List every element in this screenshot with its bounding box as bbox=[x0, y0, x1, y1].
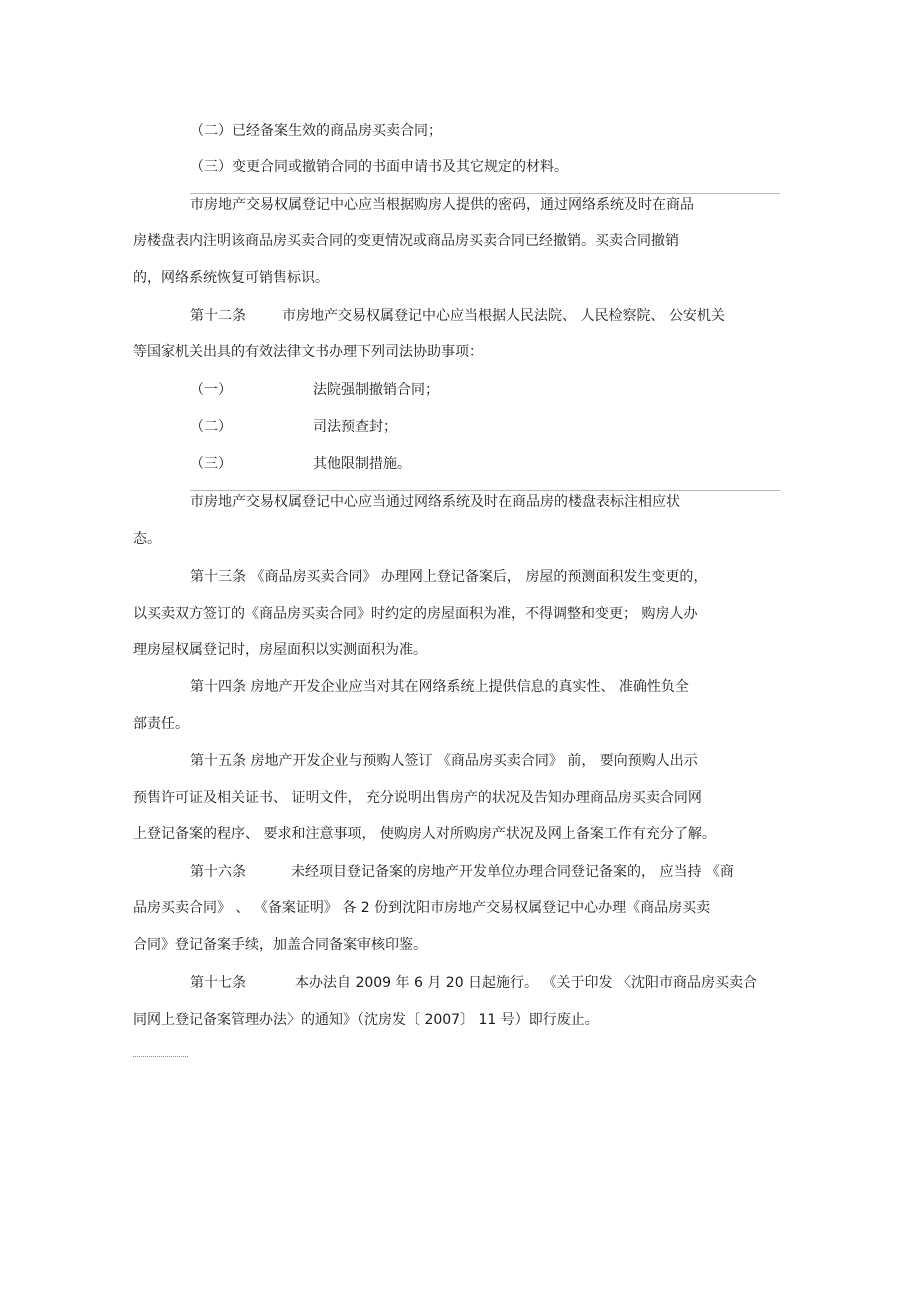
text-line: （三）变更合同或撤销合同的书面申请书及其它规定的材料。 bbox=[190, 159, 568, 175]
list-item: 其他限制措施。 bbox=[313, 456, 411, 472]
text-line: 同网上登记备案管理办法〉的通知》（沈房发〔 2007〕 11 号）即行废止。 bbox=[133, 1012, 599, 1028]
text-line: 上登记备案的程序、 要求和注意事项， 使购房人对所购房产状况及网上备案工作有充分了解。 bbox=[133, 826, 716, 842]
list-marker: （二） bbox=[190, 419, 232, 435]
list-item: 法院强制撤销合同； bbox=[313, 382, 439, 398]
divider-line bbox=[190, 490, 780, 491]
text-line: 未经项目登记备案的房地产开发单位办理合同登记备案的， 应当持 《商 bbox=[291, 864, 734, 880]
list-marker: （一） bbox=[190, 382, 232, 398]
text-line: 理房屋权属登记时，房屋面积以实测面积为准。 bbox=[133, 642, 427, 658]
text-line: 态。 bbox=[133, 531, 161, 547]
list-marker: （三） bbox=[190, 456, 232, 472]
text-line: 预售许可证及相关证书、 证明文件， 充分说明出售房产的状况及告知办理商品房买卖合同网 bbox=[133, 790, 702, 806]
footer-dotted-mark bbox=[133, 1056, 188, 1057]
text-line: 部责任。 bbox=[133, 716, 189, 732]
text-line: 房楼盘表内注明该商品房买卖合同的变更情况或商品房买卖合同已经撤销。买卖合同撤销 bbox=[133, 233, 679, 249]
text-line: 以买卖双方签订的《商品房买卖合同》时约定的房屋面积为准，不得调整和变更； 购房人办 bbox=[133, 606, 698, 622]
text-line: 本办法自 2009 年 6 月 20 日起施行。 《关于印发 〈沈阳市商品房买卖合 bbox=[295, 975, 757, 991]
text-line: 第十四条 房地产开发企业应当对其在网络系统上提供信息的真实性、 准确性负全 bbox=[190, 679, 689, 695]
text-line: 合同》登记备案手续，加盖合同备案审核印鉴。 bbox=[133, 937, 427, 953]
text-line: 市房地产交易权属登记中心应当根据人民法院、 人民检察院、 公安机关 bbox=[282, 308, 725, 324]
divider-line bbox=[190, 193, 780, 194]
article-number: 第十六条 bbox=[190, 864, 246, 880]
text-line: 等国家机关出具的有效法律文书办理下列司法协助事项： bbox=[133, 344, 483, 360]
article-number: 第十二条 bbox=[190, 308, 246, 324]
text-line: 第十三条 《商品房买卖合同》 办理网上登记备案后， 房屋的预测面积发生变更的， bbox=[190, 569, 708, 585]
text-line: （二）已经备案生效的商品房买卖合同； bbox=[190, 123, 442, 139]
article-number: 第十七条 bbox=[190, 975, 246, 991]
text-line: 第十五条 房地产开发企业与预购人签订 《商品房买卖合同》 前， 要向预购人出示 bbox=[190, 753, 698, 769]
list-item: 司法预查封； bbox=[313, 419, 397, 435]
text-line: 市房地产交易权属登记中心应当根据购房人提供的密码，通过网络系统及时在商品 bbox=[190, 197, 694, 213]
text-line: 市房地产交易权属登记中心应当通过网络系统及时在商品房的楼盘表标注相应状 bbox=[190, 494, 680, 510]
text-line: 品房买卖合同》 、 《备案证明》 各 2 份到沈阳市房地产交易权属登记中心办理《商品房买卖 bbox=[133, 900, 711, 916]
text-line: 的，网络系统恢复可销售标识。 bbox=[133, 270, 329, 286]
